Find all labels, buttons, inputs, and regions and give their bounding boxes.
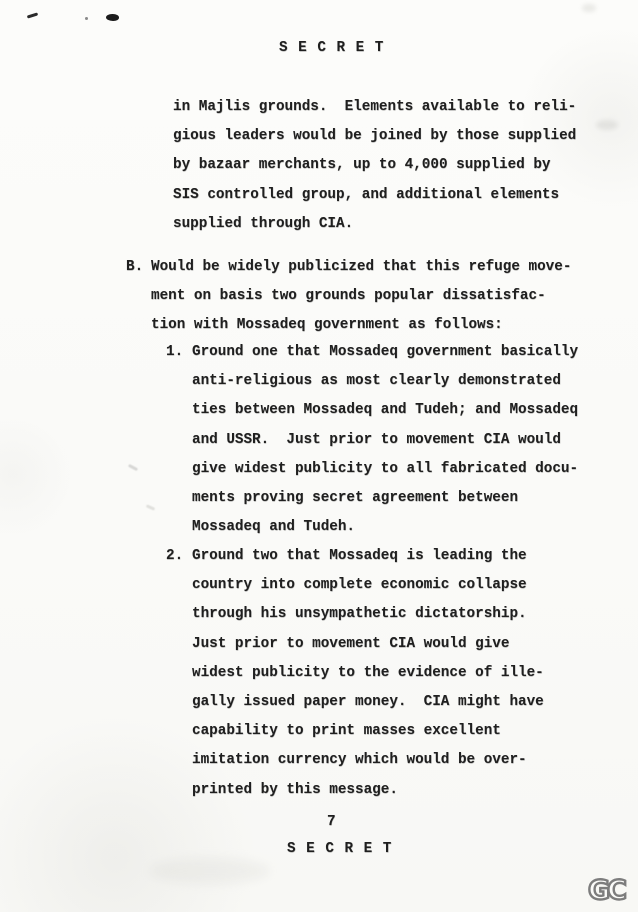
text-line: ties between Mossadeq and Tudeh; and Mossadeq <box>192 402 579 419</box>
item-1-text <box>192 338 578 542</box>
text-line: tion with Mossadeq government as follows: <box>151 317 503 334</box>
text-line: give widest publicity to all fabricated docu- <box>192 460 579 477</box>
text-line: country into complete economic collapse <box>192 577 527 594</box>
text-line: in Majlis grounds. Elements available to reli- <box>173 99 577 115</box>
text-line: printed by this message. <box>192 781 398 798</box>
ink-mark-dot <box>85 17 88 20</box>
text-line: anti-religious as most clearly demonstrated <box>192 373 561 390</box>
text-line: gious leaders would be joined by those supplied <box>173 128 577 145</box>
classification-footer: S E C R E T <box>287 841 393 857</box>
text-line: imitation currency which would be over- <box>192 752 527 769</box>
item-2-label: 2. <box>166 548 184 564</box>
text-line: by bazaar merchants, up to 4,000 supplied by <box>173 157 551 174</box>
scan-smudge <box>150 858 270 884</box>
text-line: Mossadeq and Tudeh. <box>192 519 356 536</box>
item-2-text <box>192 542 544 805</box>
text-line: supplied through CIA. <box>173 215 354 232</box>
text-line: SIS controlled group, and additional elements <box>173 186 560 203</box>
section-b-text <box>151 253 571 341</box>
scan-smudge <box>128 464 138 471</box>
text-line: ment on basis two grounds popular dissatisfac- <box>151 288 546 305</box>
text-line: Just prior to movement CIA would give <box>192 635 510 652</box>
ink-mark-blob <box>106 14 119 21</box>
text-line: Ground two that Mossadeq is leading the <box>192 548 527 564</box>
gc-watermark-icon <box>586 871 636 907</box>
scan-smudge <box>596 120 618 130</box>
classification-header: S E C R E T <box>279 40 385 56</box>
scan-smudge <box>146 504 155 510</box>
text-line: Ground one that Mossadeq government basically <box>192 344 579 360</box>
paragraph-a-continuation <box>173 93 576 239</box>
gc-watermark-text: GC <box>588 875 624 906</box>
text-line: Would be widely publicized that this refuge move- <box>151 259 572 275</box>
text-line: ments proving secret agreement between <box>192 490 519 507</box>
scan-smudge <box>582 4 596 12</box>
text-line: widest publicity to the evidence of ille- <box>192 664 544 681</box>
item-1-label: 1. <box>166 344 184 360</box>
text-line: capability to print masses excellent <box>192 723 501 740</box>
page-number: 7 <box>327 814 336 830</box>
ink-mark-slash <box>27 12 38 18</box>
section-b-label: B. <box>126 259 144 275</box>
text-line: gally issued paper money. CIA might have <box>192 694 544 711</box>
text-line: through his unsympathetic dictatorship. <box>192 606 527 623</box>
text-line: and USSR. Just prior to movement CIA would <box>192 431 561 448</box>
